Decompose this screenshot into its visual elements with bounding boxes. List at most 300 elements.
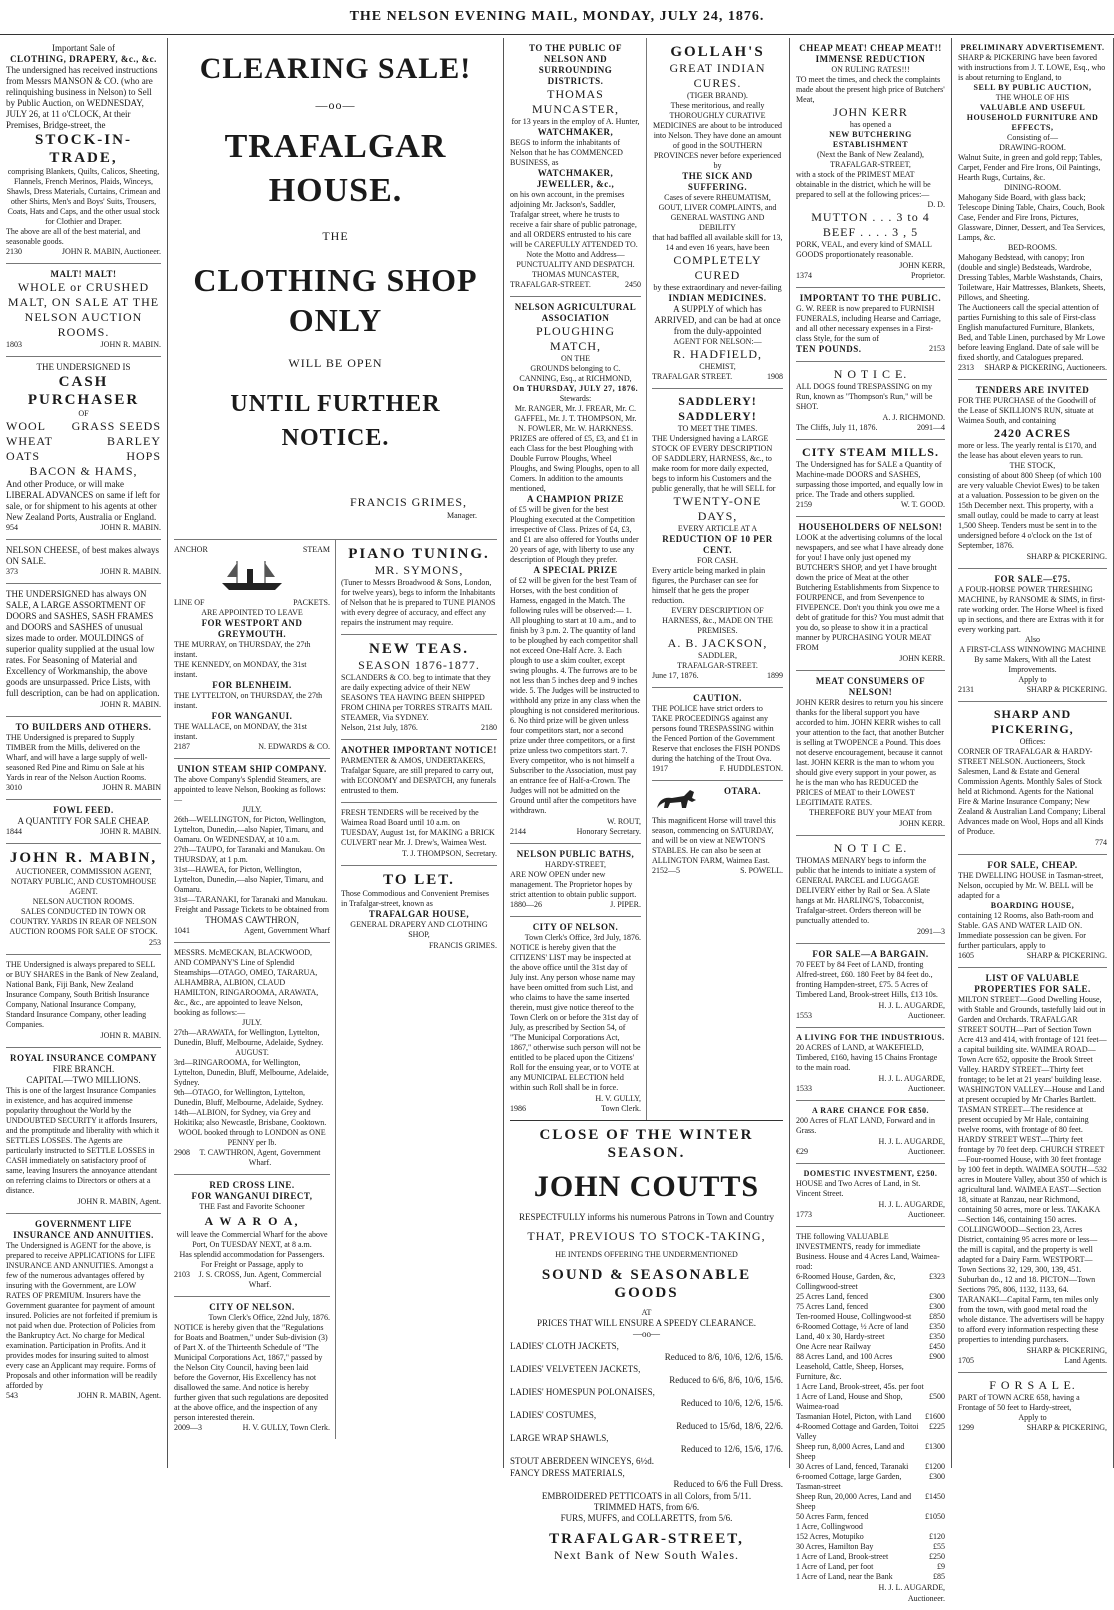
ad-heading: PACKETS. — [293, 598, 330, 607]
ad-number: 1899 — [767, 671, 783, 680]
ad-signature: JOHN R. MABIN, Agent. — [77, 1197, 161, 1206]
ad-saddlery — [652, 389, 783, 688]
ad-signature: SHARP & PICKERING. — [1026, 951, 1107, 960]
ad-government-life — [6, 1214, 161, 1407]
ad-body: PORK, VEAL, and every kind of SMALL GOODS proportionately reasonable. — [796, 240, 932, 259]
ad-signature: A. B. JACKSON, — [667, 636, 768, 650]
table-row — [796, 1302, 945, 1312]
ad-body: Freight and Passage Tickets to be obtained from — [175, 905, 329, 914]
ad-signature: W. ROUT, — [607, 817, 641, 826]
property-description: 88 Acres Land, and 100 Acres Leasehold, Cattle, Sheep, Horses, Furniture, &c. — [796, 1352, 904, 1381]
ad-body: 31st—HAWEA, for Picton, Wellington, Lyttelton, Dunedin,—also Napier, Timaru, and Oamaru. — [174, 865, 324, 894]
list-item: LADIES' COSTUMES, Reduced to 15/6d, 18/6, 22/6. — [510, 1410, 783, 1431]
ad-date: The Cliffs, July 11, 1876. — [796, 423, 878, 432]
ad-anchor-line — [174, 540, 330, 759]
property-description: 30 Acres of Land, fenced, Taranaki — [796, 1462, 909, 1471]
ad-address: TRAFALGAR STREET. — [652, 372, 733, 381]
ad-body: SALES CONDUCTED IN TOWN OR COUNTRY. YARDS IN REAR OF NELSON AUCTION ROOMS FOR SALE OF STOCK. — [9, 907, 158, 936]
list-item: LADIES' VELVETEEN JACKETS, Reduced to 6/6, 8/6, 10/6, 15/6. — [510, 1364, 783, 1385]
investment-list — [796, 1272, 945, 1582]
goods-item: WHEAT — [6, 434, 53, 448]
ad-tenders — [958, 380, 1107, 569]
ad-number: 2180 — [481, 723, 497, 732]
ad-body: GENERAL DRAPERY AND CLOTHING SHOP, — [350, 920, 488, 939]
property-description: 1 Acre of Land, per foot — [796, 1562, 874, 1571]
ad-funerals — [796, 288, 945, 362]
ad-number: 1908 — [767, 372, 783, 381]
ad-heading: ROYAL INSURANCE COMPANY — [9, 1053, 157, 1063]
ad-sharp-pickering — [958, 702, 1107, 855]
ad-body: PUNCTUALITY AND DESPATCH. — [516, 260, 635, 269]
ad-red-cross-line — [174, 1175, 330, 1297]
table-row — [796, 1532, 945, 1542]
ad-body: SCLANDERS & CO. beg to intimate that they are daily expecting advice of their NEW SEASON'S TEA HAVING BEEN SHIPPED FROM CHINA per TORRES STRAITS MAIL STEAMER, Via SYDNEY. — [341, 673, 492, 722]
ad-subheading: TO MEET THE TIMES. — [677, 424, 758, 433]
table-row — [796, 1392, 945, 1412]
ad-signature: JOHN R. MABIN. — [100, 567, 161, 576]
property-price: £300 — [929, 1292, 945, 1301]
ad-body: THE DWELLING HOUSE in Tasman-street, Nelson, occupied by Mr. W. BELL will be adapted for a — [958, 871, 1104, 900]
ad-body: THE UNDERSIGNED has always ON SALE, A LARGE ASSORTMENT OF DOORS and SASHES, SASH FRAMES and DOORS and SASHES of unusual sizes made to order. MOULDINGS of superior quality supplied at the usual low rates. For Seasoning of Material and Excellency of Workmanship, the above goods are unsurpassed. Price Lists, with full description, can be had on application. — [6, 589, 160, 698]
ad-number: 2091—3 — [917, 927, 945, 936]
price-unit: D. D. — [927, 200, 945, 209]
ad-heading: UNTIL FURTHER NOTICE. — [230, 391, 441, 451]
ad-domestic — [796, 1164, 945, 1227]
ad-body: And other Produce, or will make LIBERAL ADVANCES on same if left for sale, or for shipment to his agents at other New Zealand Ports, Australia or England. — [6, 479, 160, 522]
property-price: £323 — [929, 1272, 945, 1281]
ad-john-coutts — [510, 1120, 783, 1569]
ad-number: 954 — [6, 523, 18, 532]
ad-heading: TRAFALGAR-STREET, — [549, 1531, 744, 1547]
property-description: 152 Acres, Motupiko — [796, 1532, 864, 1541]
ad-subheading: Next Bank of New South Wales. — [553, 1548, 740, 1562]
ad-subheading: SADDLER, — [698, 651, 737, 660]
ad-heading: JOHN R. MABIN, — [9, 850, 158, 866]
ad-body: HOUSE and Two Acres of Land, in St. Vincent Street. — [796, 1179, 921, 1198]
ad-body: FURS, MUFFS, and COLLARETTS, from 5/6. — [560, 1513, 733, 1523]
property-description: Tasmanian Hotel, Picton, with Land — [796, 1412, 912, 1421]
ad-heading: STEAM — [302, 545, 330, 554]
price-beef: BEEF . . . . 3 , 5 — [822, 225, 919, 239]
ad-city-steam-mills — [796, 440, 945, 517]
ad-body: Consisting of— — [1007, 133, 1058, 142]
ad-doors — [6, 584, 161, 717]
ad-body: THE MURRAY, on THURSDAY, the 27th instant. — [174, 640, 311, 659]
property-description: 6-Roomed House, Garden, &c, Collingwood-street — [796, 1272, 896, 1291]
ad-signature: F. HUDDLESTON. — [719, 764, 783, 773]
ad-body: The Undersigned has for SALE a Quantity of Machine-made DOORS and SASHES, surpassing those imported, and equally low in price. The Trade and others supplied. — [796, 460, 943, 499]
ad-body: for 13 years in the employ of A. Hunter, — [511, 117, 640, 126]
ad-body: THE KENNEDY, on MONDAY, the 31st instant. — [174, 660, 307, 679]
table-row — [796, 1352, 945, 1382]
property-price: £850 — [929, 1312, 945, 1321]
price-list — [510, 1341, 783, 1490]
ad-muncaster — [510, 38, 641, 297]
ad-subheading: ON RULING RATES!!! — [831, 65, 910, 74]
ad-signature: W. T. GOOD. — [900, 500, 945, 509]
ad-date: Nelson, 21st July, 1876. — [341, 723, 418, 732]
ad-number: 2313 — [958, 363, 974, 372]
table-row — [796, 1442, 945, 1462]
ad-subheading: WILL BE OPEN — [288, 356, 383, 370]
ad-heading: LIST OF VALUABLE PROPERTIES FOR SALE. — [974, 973, 1091, 994]
property-price: £350 — [929, 1332, 945, 1341]
ad-heading: SADDLERY! SADDLERY! — [678, 394, 757, 423]
ad-body: The Undersigned is AGENT for the above, is prepared to receive APPLICATIONS for LIFE INSURANCE AND ANNUITIES. Amongst a few of the numerous advantages offered by insuring with the Government, are LOW RATES OF PREMIUM. Insurers have the Government guarantee for payment of amount insured. Policies are not forfeited if premium is not paid when due. Protection of Policies from the Bankruptcy Act. No charge for Medical examination. Participation in Profits. And it provides modes for insuring suited to almost every case an Applicant may require. Forms of Proposals and other information will be readily afforded by — [6, 1241, 158, 1390]
property-price: £55 — [933, 1542, 945, 1551]
ad-subheading: THAT, PREVIOUS TO STOCK-TAKING, — [527, 1229, 766, 1243]
ad-body: on his own account, in the premises adjoining Mr. Jackson's, Saddler, Trafalgar street, where he trusts to receive a fair share of public patronage, and all ORDERS entrusted to his care will be CAREFULLY ATTENDED TO. — [510, 190, 638, 249]
ad-number: 2091—4 — [917, 423, 945, 432]
ad-heading: PIANO TUNING. — [348, 546, 490, 562]
ad-heading: SOUND & SEASONABLE GOODS — [541, 1267, 752, 1301]
ad-subheading: FIRE BRANCH. — [52, 1064, 115, 1074]
property-price: £1450 — [925, 1492, 945, 1501]
goods-item: BARLEY — [107, 434, 161, 448]
ad-body: more or less. The yearly rental is £170, and the lease has about eleven years to run. — [958, 441, 1097, 460]
ad-for-sale-last — [958, 1373, 1107, 1439]
ad-parmenter-amos — [341, 740, 497, 803]
ad-signature: Auctioneer. — [907, 1210, 945, 1219]
ad-body: (Next the Bank of New Zealand), TRAFALGAR-STREET, — [816, 150, 925, 169]
ad-body: 27th—TAUPO, for Taranaki and Manukau. On THURSDAY, at 1 p.m. — [174, 845, 325, 864]
ad-signature: JOHN KERR. — [899, 819, 945, 828]
ad-subheading: SELL BY PUBLIC AUCTION, — [973, 83, 1092, 92]
ad-heading: LINE OF — [174, 598, 205, 607]
property-price: £900 — [929, 1352, 945, 1361]
list-item: LARGE WRAP SHAWLS, Reduced to 12/6, 15/6, 17/6. — [510, 1433, 783, 1454]
ad-city-of-nelson — [174, 1297, 330, 1439]
table-row — [796, 1422, 945, 1442]
ad-route: FOR BLENHEIM. — [212, 680, 292, 690]
property-description: One Acre near Railway — [796, 1342, 871, 1351]
ad-living — [796, 1028, 945, 1101]
ad-body: THE POLICE have strict orders to TAKE PROCEEDINGS against any persons found TRESPASSING within the Fenced Portion of the Government Reserve that encloses the FISH PONDS during the hatching of the Trout Ova. — [652, 704, 781, 763]
ad-body: This is one of the largest Insurance Companies in existence, and has acquired immense popularity throughout the World by the UNDOUBTED SECURITY it affords Insurers, and the promptitude and liberality with which it SETTLES LOSSES. The Agents are particularly instructed to SETTLE LOSSES in CASH immediately on satisfactory proof of same, leaving Insurers the annoyance attendant on referring claims to Directors or others at a distance. — [6, 1086, 160, 1195]
ad-number: 1705 — [958, 1356, 974, 1365]
property-price: £225 — [929, 1422, 945, 1431]
ad-heading: MEAT CONSUMERS OF NELSON! — [815, 676, 926, 697]
property-description: 6-Roomed Cottage, ½ Acre of land — [796, 1322, 909, 1331]
ad-rare-chance — [796, 1101, 945, 1164]
ad-number: 2009—3 — [174, 1423, 202, 1432]
ad-shares — [6, 955, 161, 1048]
ad-signature: Agent, Government Wharf — [244, 926, 330, 935]
ad-gollah — [652, 38, 783, 389]
ad-number: 2153 — [929, 344, 945, 353]
property-description: 50 Acres Farm, fenced — [796, 1512, 869, 1521]
ad-union-steam-ship — [174, 759, 330, 943]
ad-ploughing-match — [510, 297, 641, 844]
ad-heading: FOWL FEED. — [53, 805, 114, 815]
ad-number: 1986 — [510, 1104, 526, 1113]
ad-signature: Manager. — [447, 511, 477, 520]
ad-heading: GOLLAH'S — [670, 44, 765, 60]
ad-body: ALL DOGS found TRESPASSING on my Run, known as "Thompson's Run," will be SHOT. — [796, 382, 933, 411]
ad-subheading: (TIGER BRAND). — [687, 91, 748, 100]
ad-body: PART of TOWN ACRE 658, having a Frontage of 50 feet to Hardy-street, — [958, 1393, 1080, 1412]
ad-cheese — [6, 540, 161, 584]
ad-number: 1553 — [796, 1011, 812, 1020]
ad-number: 2131 — [958, 685, 974, 694]
ad-body: Mahogany Bedstead, with canopy; Iron (double and single) Bedsteads, Wardrobe, Dressing Tables, Marble Washstands, Chairs, Toiletware, Hair Mattresses, Blankets, Sheets, Pillows, and Sheeting. — [958, 253, 1106, 302]
ad-body: THE Undersigned having a LARGE STOCK OF EVERY DESCRIPTION OF SADDLERY, HARNESS, &c., to make room for more daily expected, begs to inform his Customers and the public generally, that he will SELL for — [652, 434, 776, 493]
ad-subheading: THE UNDERSIGNED IS — [36, 362, 131, 372]
property-description: Sheep run, 8,000 Acres, Land and Sheep — [796, 1442, 905, 1461]
ad-heading: GREAT INDIAN CURES. — [669, 61, 766, 90]
ad-heading: REDUCTION OF 10 PER CENT. — [662, 534, 773, 555]
ad-body: 9th—OTAGO, for Wellington, Lyttelton, Dunedin, Bluff, Melbourne, Adelaide, Sydney. — [174, 1088, 324, 1107]
ad-heading: TO BUILDERS AND OTHERS. — [15, 722, 152, 732]
ad-heading: CLOTHING SHOP ONLY — [193, 262, 478, 338]
ad-subheading: OF — [78, 409, 89, 418]
property-price: £1300 — [925, 1442, 945, 1451]
property-description: 75 Acres Land, fenced — [796, 1302, 868, 1311]
ad-heading: RED CROSS LINE. — [209, 1180, 295, 1190]
ad-heading: STOCK-IN-TRADE, — [35, 132, 132, 166]
ad-separator: —oo— — [315, 98, 356, 112]
ad-subheading: AT — [641, 1308, 652, 1317]
ad-body: Mr. RANGER, Mr. J. FREAR, Mr. C. GAFFEL, Mr. J. T. THOMPSON, Mr. N. FOWLER, Mr. W. HARKNESS. — [514, 404, 637, 433]
ad-subheading: INDIAN MEDICINES. — [668, 293, 767, 303]
ad-subheading: AGENT FOR NELSON:— — [673, 337, 762, 346]
ad-body: The undersigned has received instructions from Messrs MANSON & CO. (who are relinquishing business in Nelson) to Sell by Public Auction, on WEDNESDAY, JULY 26, at 11 o'CLOCK, At their Premises, Bridge-street, the — [6, 65, 158, 130]
column-3-left — [510, 38, 647, 1120]
ad-body: EMBROIDERED PETTICOATS in all Colors, from 5/11. — [541, 1491, 752, 1501]
ad-subheading: DRAWING-ROOM. — [999, 143, 1066, 152]
property-description: 6-roomed Cottage, large Garden, Tasman-street — [796, 1472, 902, 1491]
ad-heading: ANOTHER IMPORTANT NOTICE! — [341, 745, 497, 755]
property-description: 30 Acres, Hamilton Bay — [796, 1542, 874, 1551]
ad-body: EVERY DESCRIPTION OF HARNESS, &c., MADE ON THE PREMISES. — [662, 606, 773, 635]
ad-subheading: SEASON 1876-1877. — [358, 658, 480, 672]
ad-number: 2103 — [174, 1270, 190, 1279]
ad-heading: JOHN COUTTS — [533, 1170, 760, 1203]
ad-body: SHARP & PICKERING have been favored with instructions from J. T. LOWE, Esq., who is about returning to England, to — [958, 53, 1106, 82]
ad-heading: MALT! MALT! — [50, 269, 117, 279]
ad-heading: N O T I C E. — [833, 367, 908, 381]
ad-householders — [796, 517, 945, 671]
property-price: £350 — [929, 1322, 945, 1331]
ad-route: FOR WESTPORT AND GREYMOUTH. — [201, 618, 303, 639]
ad-signature: JOHN R. MABIN. — [100, 827, 161, 836]
ad-signature: FRANCIS GRIMES, — [349, 495, 467, 509]
table-row — [796, 1342, 945, 1352]
ad-body: GROUNDS belonging to C. CANNING, Esq., at RICHMOND, — [519, 364, 632, 383]
ad-date: June 17, 1876. — [652, 671, 699, 680]
ad-address: TRAFALGAR-STREET. — [677, 661, 758, 670]
ad-signature: Auctioneer. — [907, 1084, 945, 1093]
ad-price: TEN POUNDS. — [796, 344, 862, 354]
column-2 — [168, 38, 504, 1468]
ad-number: 774 — [1095, 838, 1107, 847]
ad-heading: CLOSE OF THE WINTER SEASON. — [539, 1127, 754, 1161]
ad-route: FOR WANGANUI. — [211, 711, 293, 721]
ad-number: 1773 — [796, 1210, 812, 1219]
ad-subheading: WATCHMAKER, — [537, 127, 614, 137]
list-item: LADIES' HOMESPUN POLONAISES, Reduced to 10/6, 12/6, 15/6. — [510, 1387, 783, 1408]
ad-body: A SUPPLY of which has ARRIVED, and can be had at once from the duly-appointed — [654, 304, 781, 336]
ad-body: Walnut Suite, in green and gold repp; Tables, Carpet, Fender and Fire Irons, Oil Paintings, Hearth Rugs, Curtains, &c. — [958, 153, 1103, 182]
property-description: 1 Acre, Collingwood — [796, 1522, 863, 1531]
masthead: THE NELSON EVENING MAIL, MONDAY, JULY 24, 1876. — [0, 0, 1114, 35]
ad-subheading: HARDY-STREET, — [545, 860, 606, 869]
ad-clothing-sale — [6, 38, 161, 264]
ad-body: ARE NOW OPEN under new management. The Proprietor hopes by strict attention to obtain public support. — [510, 870, 637, 899]
ad-notice-dogs — [796, 362, 945, 440]
ad-signature: H. J. L. AUGARDE, — [878, 1074, 945, 1083]
ad-signature: T. J. THOMPSON, Secretary. — [402, 849, 497, 858]
ad-signature: Auctioneer. — [907, 1594, 945, 1603]
ad-signature: H. J. L. AUGARDE, — [878, 1583, 945, 1592]
ad-builders — [6, 717, 161, 800]
ad-cash-purchaser — [6, 357, 161, 540]
ad-signature: JOHN R. MABIN. — [100, 700, 161, 709]
ad-subheading: JULY. — [242, 805, 262, 814]
ad-body: comprising Blankets, Quilts, Calicos, Sheeting, Flannels, French Merinos, Plaids, Winceys, Shawls, Dress Materials, Curtains, Crimean and other Shirts, Men's and Boys' Suits, Trousers, Coats, Hats and Caps, and the other usual stock for Clothier and Draper. — [6, 167, 161, 226]
ad-body: 14th—ALBION, for Sydney, via Grey and Hokitika; also Newcastle, Brisbane, Cooktown. — [174, 1108, 327, 1127]
ad-signature: H. J. L. AUGARDE, — [878, 1137, 945, 1146]
ad-heading: IMPORTANT TO THE PUBLIC. — [799, 293, 942, 303]
ad-heading: COMPLETELY CURED — [673, 253, 762, 282]
goods-item: HOPS — [126, 449, 161, 463]
ad-number: 1880—26 — [510, 900, 542, 909]
ad-bargain — [796, 944, 945, 1028]
ad-body: of £5 will be given for the best Ploughing executed at the Competition irrespective of Class. Prizes of £4, £3, and £1 are also offered for Youths under 20 years of age, with liberty to use any description of Plough they prefer. — [510, 505, 639, 564]
ad-subheading: WATCHMAKER, JEWELLER, &c., — [536, 168, 615, 189]
ad-body: (Tuner to Messrs Broadwood & Sons, London, for twelve years), begs to inform the Inhabitants of Nelson that he is prepared to TUNE PIANOS with every degree of accuracy, and effect any repairs the instrument may require. — [341, 578, 496, 627]
ad-signature: H. J. L. AUGARDE, — [878, 1001, 945, 1010]
ad-body: A FIRST-CLASS WINNOWING MACHINE By same Makers, With all the Latest Improvements. — [959, 645, 1106, 674]
ad-to-let — [341, 866, 497, 957]
ad-heading: CHEAP MEAT! CHEAP MEAT!! — [799, 43, 942, 53]
ad-body: consisting of about 800 Sheep (of which 100 are very valuable Cheviot Ewes) to be taken at a valuation. Possession to be given on the 15th December next. This property, with a small outlay, could be made to carry at least 1,500 Sheep. Tenders must be sent in to the undersigned before 4 o'clock on the 1st of September, 1876. — [958, 471, 1102, 550]
ad-date: Town Clerk's Office, 22nd July, 1876. — [208, 1313, 330, 1322]
ad-subheading: Also — [1024, 635, 1041, 644]
ad-body: NOTICE is hereby given that the CITIZENS' LIST may be inspected at the above office until the 31st day of July inst. Any person whose name may have been omitted from such List, and who claims to have the same inserted therein, must give notice thereof to the Town Clerk on or before the 31st day of July, as prescribed by Section 54, of "The Municipal Corporations Act, 1867," otherwise such person will not be entitled to be placed upon the Citizens' Roll for the ensuing year, or to VOTE at any MUNICIPAL ELECTION held within such Roll shall be in force. — [510, 943, 641, 1092]
ad-number: 2130 — [6, 247, 22, 256]
ad-number: 1844 — [6, 827, 22, 836]
ad-heading: IMMENSE REDUCTION — [815, 54, 926, 64]
ad-signature: Land Agents. — [1064, 1356, 1107, 1365]
property-description: Land, 40 x 30, Hardy-street — [796, 1332, 885, 1341]
ad-body: Mahogany Side Board, with glass back; Telescope Dining Table, Chairs, Couch, Book Case, Fender and Fire Irons, Pictures, Glassware, Dinner, Dessert, and Tea Services, Lamps, &c. — [958, 193, 1106, 242]
ad-body: G. W. REER is now prepared to FURNISH FUNERALS, including Hearse and Carriage, and all other necessary expenses in a First-class Style, for the sum of — [796, 304, 941, 343]
ad-number: 2144 — [510, 827, 526, 836]
ad-body: THE following VALUABLE INVESTMENTS, ready for immediate Business. House and 4 Acres Land, Waimea-road: — [796, 1232, 940, 1271]
ad-body: The above Company's Splendid Steamers, are appointed to leave Nelson, Booking as follows:— — [174, 775, 326, 804]
ad-body: CORNER OF TRAFALGAR & HARDY-STREET NELSON. Auctioneers, Stock Salesmen, Land & Estate and General Commission Agents. Monthly Sales of Stock held at Richmond. Agents for the National Fire & Marine Insurance Company; New Zealand & Australian Land Company; Liberal Advances made on Wool, Hops and all Kinds of Produce. — [958, 747, 1106, 836]
ad-royal-insurance — [6, 1048, 161, 1214]
table-row — [796, 1462, 945, 1472]
horse-icon — [652, 786, 702, 816]
ad-heading: NEW TEAS. — [369, 641, 469, 657]
ad-number: 373 — [6, 567, 18, 576]
ad-subheading: A CHAMPION PRIZE — [526, 494, 624, 504]
ad-body: 20 ACRES of LAND, at WAKEFIELD, Timbered, £160, having 15 Chains Frontage to the main road. — [796, 1043, 938, 1072]
ad-heading: N O T I C E. — [833, 841, 908, 855]
ad-number: 1533 — [796, 1084, 812, 1093]
ad-body: TO meet the times, and check the complaints made about the present high price of Butchers' Meat, — [796, 75, 945, 104]
ad-number: 2159 — [796, 500, 812, 509]
ad-body: BEGS to inform the inhabitants of Nelson that he has COMMENCED BUSINESS, as — [510, 138, 623, 167]
ad-body: that had baffled all available skill for 13, 14 and even 16 years, have been — [652, 233, 783, 252]
ad-mabin — [6, 844, 161, 955]
ad-body: 27th—ARAWATA, for Wellington, Lyttelton, Dunedin, Bluff, Melbourne, Adelaide, Sydney. — [174, 1028, 324, 1047]
column-2-split — [174, 540, 497, 1439]
property-description: 1 Acre of Land, House and Shop, Waimea-road — [796, 1392, 903, 1411]
ad-for-sale-75 — [958, 569, 1107, 702]
ad-signature: JOHN KERR. — [899, 654, 945, 663]
ad-body: will leave the Commercial Wharf for the above Port, On TUESDAY NEXT, at 8 a.m. — [176, 1230, 328, 1249]
ad-signature: JOHN R. MABIN. — [100, 523, 161, 532]
ad-signature: H. V. GULLY, Town Clerk. — [242, 1423, 330, 1432]
table-row — [796, 1542, 945, 1552]
ad-body: JOHN KERR desires to return you his sincere thanks for the liberal support you have accorded to him. JOHN KERR wishes to call your attention to the fact, that another Butcher is selling at TWOPENCE a Pound. This does not deserve encouragement, because it cannot last. JOHN KERR is the man to whom you should give every support in your power, as he is the man who has REDUCED the PRICES of MEAT to their LOWEST LEGITIMATE RATES. — [796, 698, 944, 807]
ad-subheading: PRICES THAT WILL ENSURE A SPEEDY CLEARANCE. — [536, 1318, 757, 1328]
ad-body: 70 FEET by 84 Feet of LAND, fronting Alfred-street, £60. 180 Feet by 84 feet do., fronting Hampden-street, £75. 5 Acres of Timbered Land, Brook-street Hills, £13 10s. — [796, 960, 938, 999]
ad-heading: CITY OF NELSON. — [532, 922, 619, 932]
ad-heading: PRELIMINARY ADVERTISEMENT. — [960, 43, 1105, 52]
ad-number: 2152—5 — [652, 866, 680, 875]
property-price: £85 — [933, 1572, 945, 1581]
ad-body: LOOK at the advertising columns of the local newspapers, and see what I have already done for you! I have only just opened my BUTCHER'S SHOP, and yet I have brought down the price of Meat at the other Butchering Establishments from Sixpence to FOURPENCE, and from Sevenpence to FIVEPENCE. Don't you think you owe me a debt of gratitude for this? You must admit that you do, so please to show it in a practical manner by PURCHASING YOUR MEAT FROM — [796, 533, 944, 652]
ad-body: This magnificent Horse will travel this season, commencing on SATURDAY, and will be on view at NEWTON'S STABLES. He can also be seen at ALLINGTON FARM, Waimea East. — [652, 816, 776, 865]
ad-malt — [6, 264, 161, 357]
ad-heading: TWENTY-ONE DAYS, — [673, 494, 762, 523]
ad-signature: Honorary Secretary. — [576, 827, 641, 836]
ad-number: 1041 — [174, 926, 190, 935]
ad-subheading: THE SICK AND SUFFERING. — [682, 171, 753, 192]
table-row — [796, 1292, 945, 1302]
table-row — [796, 1312, 945, 1322]
ad-clearing-sale — [174, 38, 497, 540]
table-row — [796, 1572, 945, 1582]
ad-body: AUCTIONEER, COMMISSION AGENT, NOTARY PUBLIC, AND CUSTOMHOUSE AGENT. — [10, 867, 157, 896]
ad-number: 253 — [149, 938, 161, 947]
ad-cheap-meat — [796, 38, 945, 288]
ad-number: 1605 — [958, 951, 974, 960]
ad-signature: THOMAS MUNCASTER, — [531, 270, 620, 279]
ad-date: On THURSDAY, JULY 27, 1876. — [512, 384, 639, 393]
ad-route: FOR WANGANUI DIRECT, — [191, 1191, 313, 1201]
ad-subheading: VALUABLE AND USEFUL HOUSEHOLD FURNITURE AND EFFECTS, — [966, 103, 1099, 132]
column-2-right — [336, 540, 497, 1439]
ad-signature: SHARP & PICKERING, — [1026, 1346, 1107, 1355]
ad-heading: 2420 ACRES — [993, 426, 1071, 440]
ad-notice-parcels — [796, 836, 945, 944]
ad-property-list — [958, 968, 1107, 1373]
ad-signature: THOMAS CAWTHRON, — [205, 915, 299, 925]
ad-subheading: THE — [322, 229, 349, 243]
table-row — [796, 1472, 945, 1492]
table-row — [796, 1332, 945, 1342]
ad-heading: NELSON AGRICULTURAL ASSOCIATION — [514, 302, 637, 323]
ad-subheading: Stewards: — [559, 394, 592, 403]
column-1 — [0, 38, 168, 1468]
ad-heading: GOVERNMENT LIFE INSURANCE AND ANNUITIES. — [13, 1219, 154, 1240]
ad-signature: JOHN R. MABIN. — [100, 1031, 161, 1040]
ad-preliminary — [958, 38, 1107, 380]
ad-signature: FRANCIS GRIMES. — [428, 941, 497, 950]
ad-heading: FOR SALE, CHEAP. — [987, 860, 1078, 870]
ad-body: containing 12 Rooms, also Bath-room and Stable. GAS AND WATER LAID ON. Immediate possession can be given. For further particulars, apply to — [958, 911, 1094, 950]
ad-heading: UNION STEAM SHIP COMPANY. — [177, 764, 327, 774]
column-4 — [647, 38, 783, 1120]
ad-heading: TO LET. — [383, 872, 455, 888]
ad-heading: CITY STEAM MILLS. — [802, 445, 939, 459]
ad-heading: BACON & HAMS, — [29, 464, 138, 478]
